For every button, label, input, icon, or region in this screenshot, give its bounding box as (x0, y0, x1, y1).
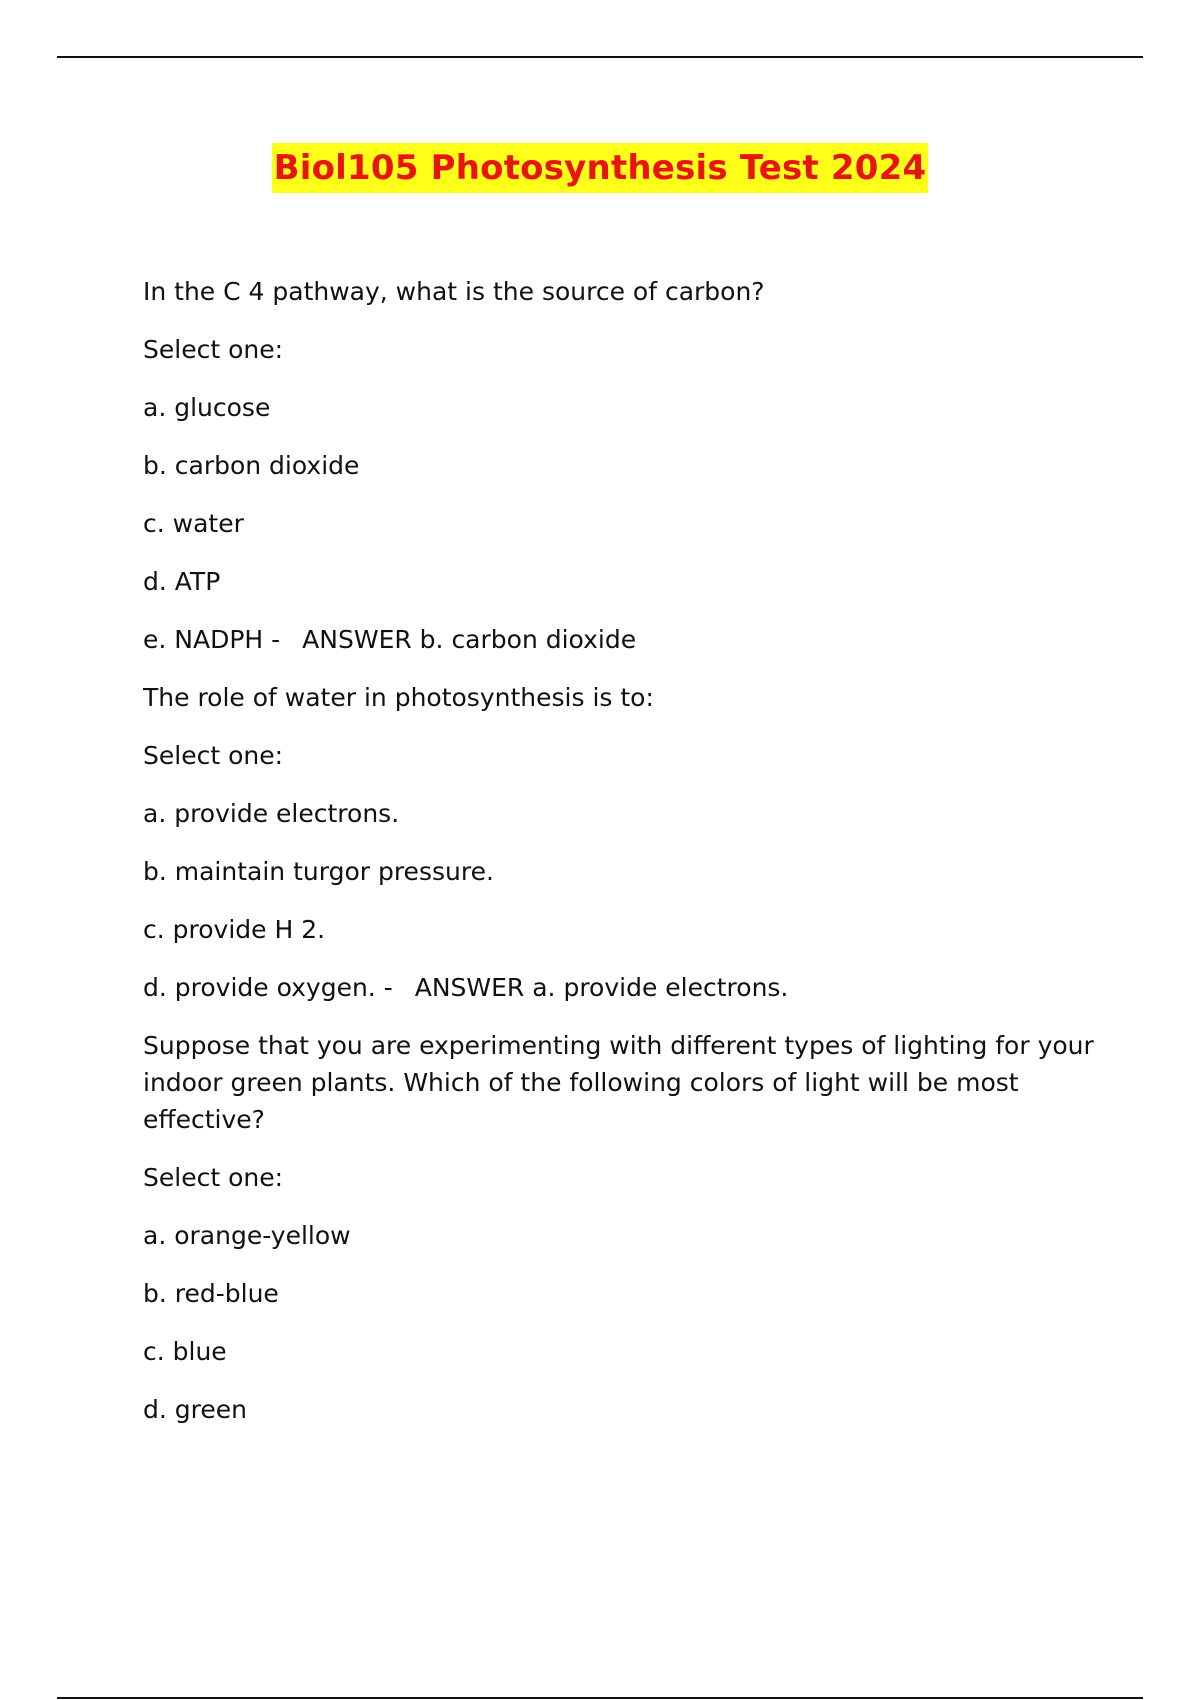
question-3-prompt: Suppose that you are experimenting with different types of lighting for your indoor green plants. Which of the following colors of light will be most effective? (143, 1031, 1094, 1134)
question-2-answer: ANSWER a. provide electrons. (414, 973, 789, 1002)
question-1-option-e: e. NADPH - (143, 625, 281, 654)
question-3-select-label: Select one: (143, 1163, 284, 1192)
question-1-option-d: d. ATP (143, 567, 221, 596)
question-2-select-label: Select one: (143, 741, 284, 770)
question-1-answer: ANSWER b. carbon dioxide (302, 625, 637, 654)
question-2-option-c: c. provide H 2. (143, 915, 326, 944)
question-3-option-b: b. red-blue (143, 1279, 279, 1308)
question-2-option-a: a. provide electrons. (143, 799, 400, 828)
question-1-select-label: Select one: (143, 335, 284, 364)
question-1-prompt: In the C 4 pathway, what is the source of carbon? (143, 277, 765, 306)
question-1-option-c: c. water (143, 509, 244, 538)
question-1-option-b: b. carbon dioxide (143, 451, 360, 480)
question-3-option-d: d. green (143, 1395, 247, 1424)
question-2-option-b: b. maintain turgor pressure. (143, 857, 494, 886)
document-title: Biol105 Photosynthesis Test 2024 (272, 143, 929, 193)
document-body (143, 273, 1103, 1449)
top-rule (57, 56, 1143, 58)
title-container (0, 143, 1200, 193)
question-1-option-e-row (143, 621, 1103, 658)
question-3-option-a: a. orange-yellow (143, 1221, 351, 1250)
question-1-option-a: a. glucose (143, 393, 271, 422)
question-3-option-c: c. blue (143, 1337, 227, 1366)
question-2-option-d-row (143, 969, 1103, 1006)
question-2-prompt: The role of water in photosynthesis is to: (143, 683, 654, 712)
bottom-rule (57, 1697, 1143, 1699)
question-2-option-d: d. provide oxygen. - (143, 973, 393, 1002)
